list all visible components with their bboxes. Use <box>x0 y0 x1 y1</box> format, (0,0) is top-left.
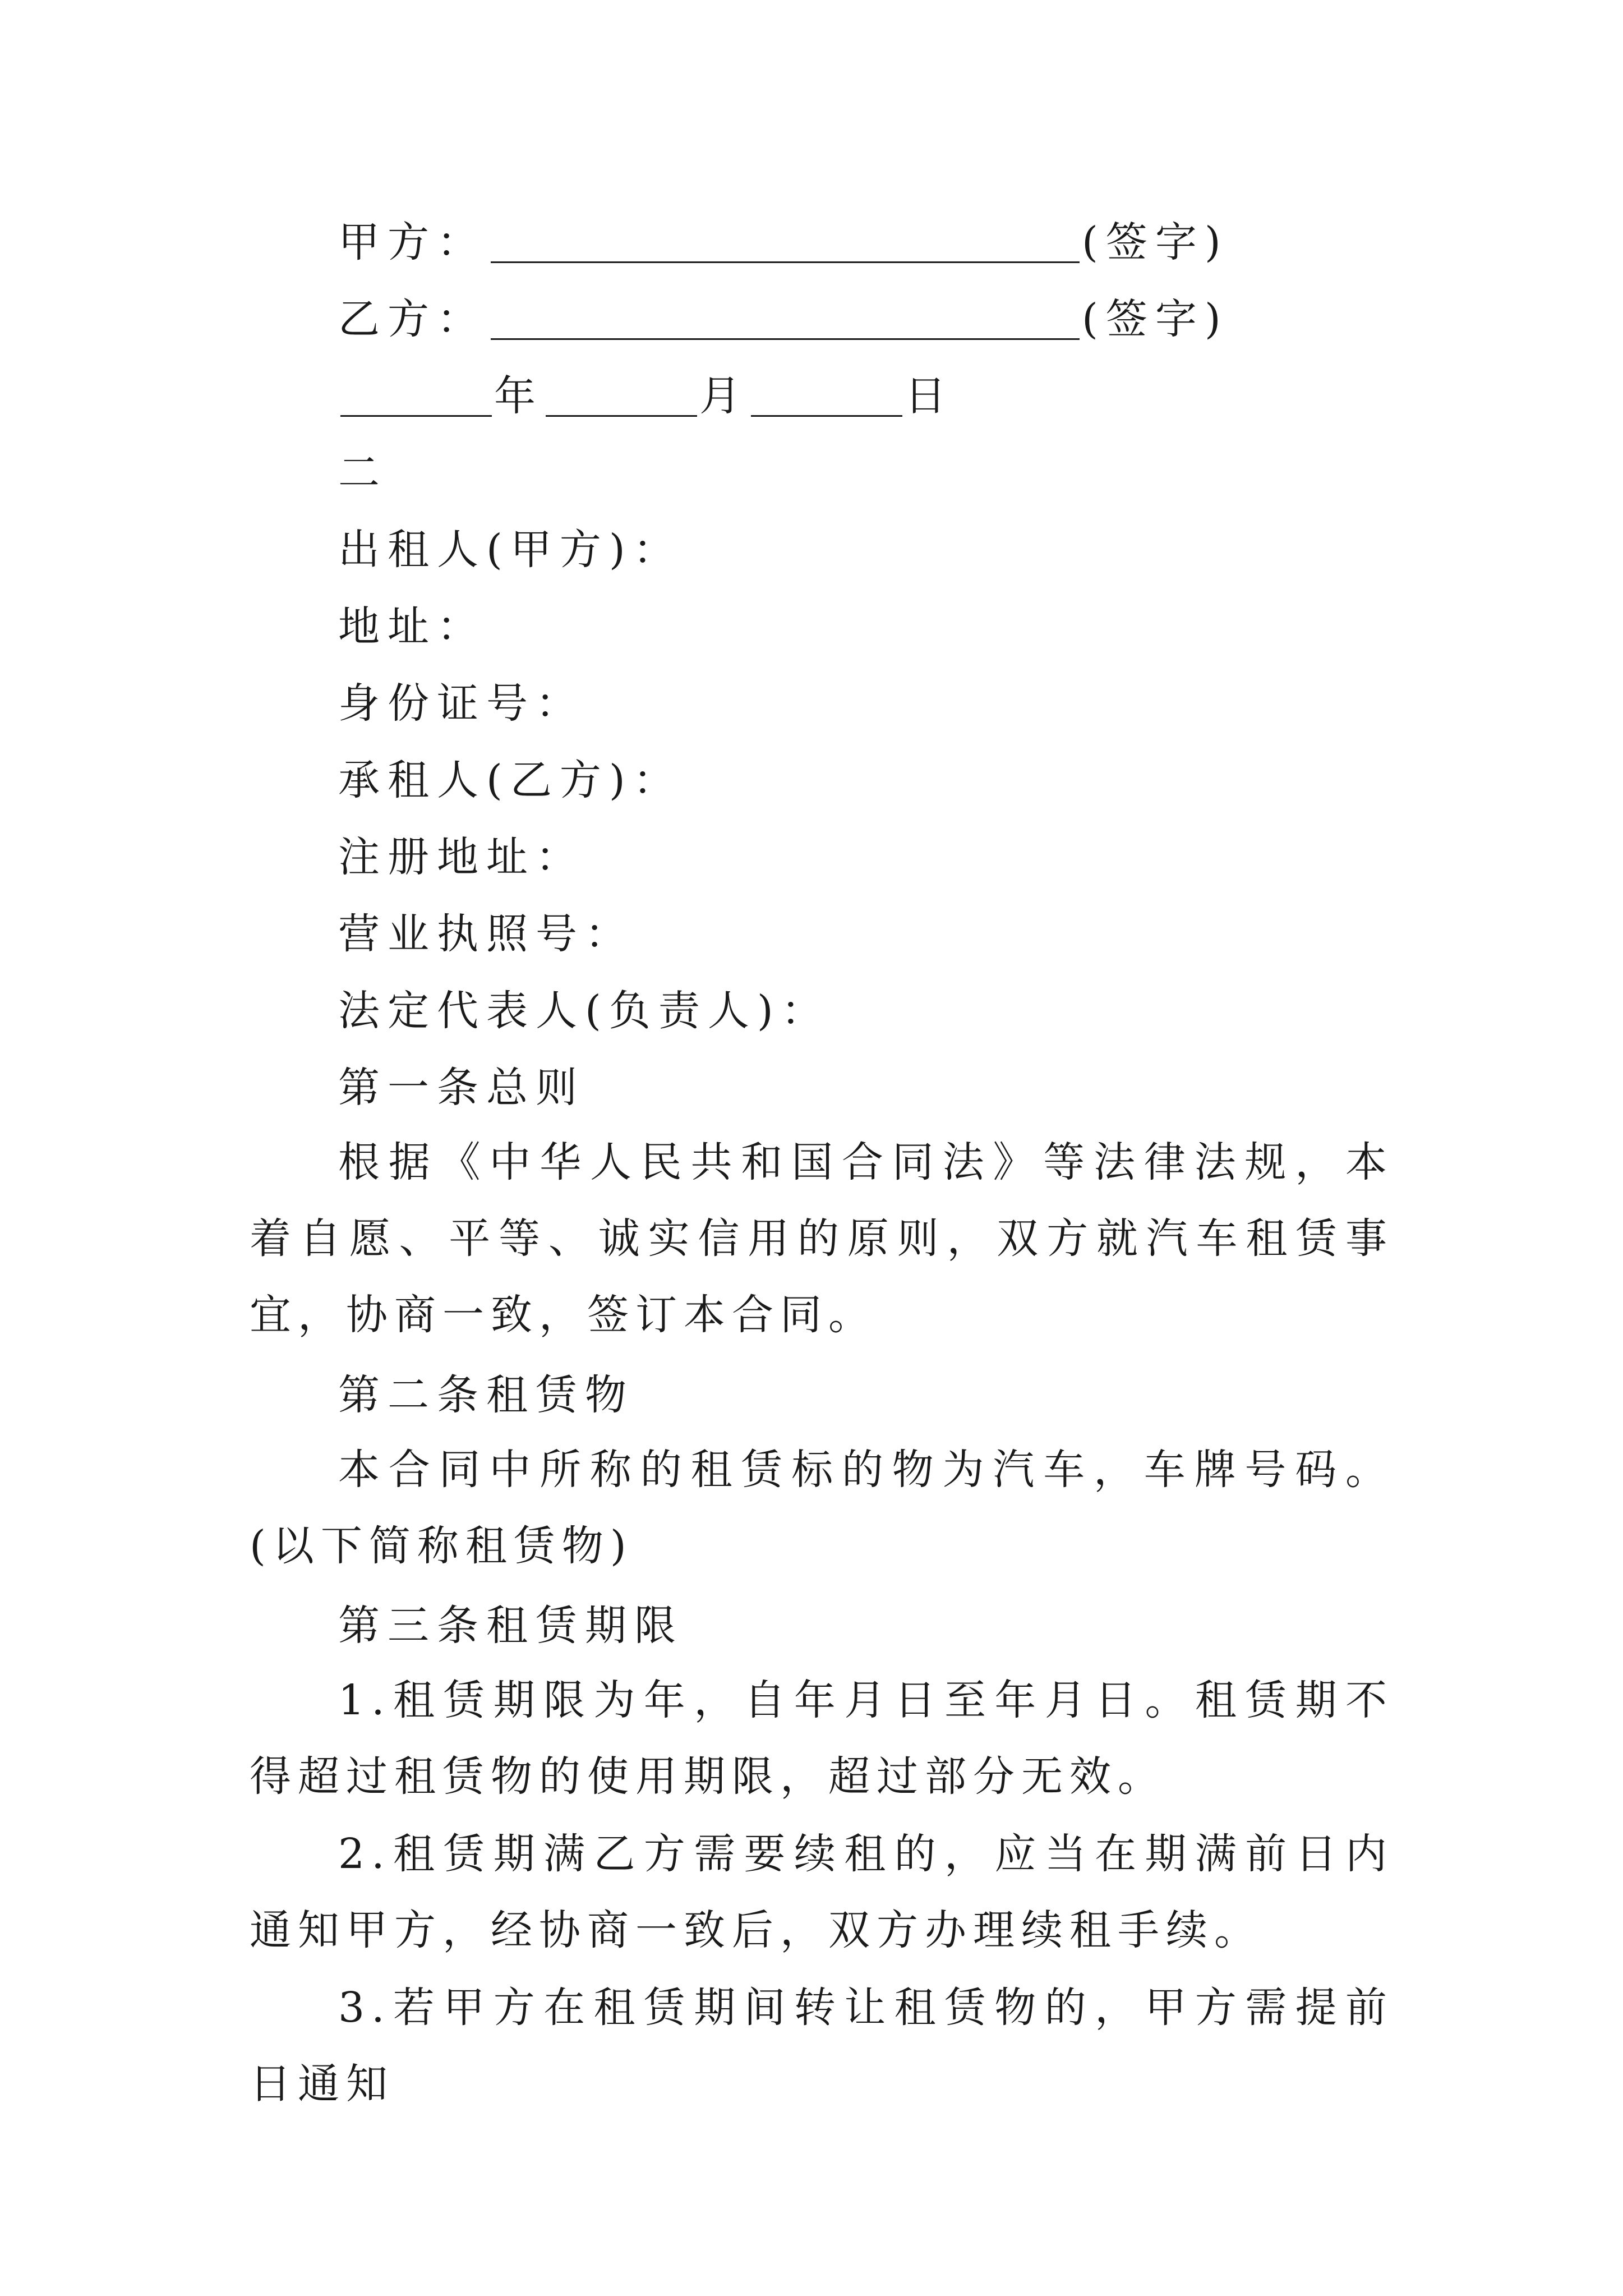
party-b-signature-line <box>491 303 1080 340</box>
article-3-item-1: 1.租赁期限为年，自年月日至年月日。租赁期不得超过租赁物的使用期限，超过部分无效。 <box>250 1676 1394 1801</box>
day-label: 日 <box>905 372 954 420</box>
party-a-label: 甲方： <box>338 218 486 266</box>
party-b-sign-note: (签字) <box>1082 295 1229 343</box>
date-row <box>338 372 954 420</box>
legal-rep-field: 法定代表人(负责人)： <box>338 987 831 1035</box>
article-1-title: 第一条总则 <box>338 1064 585 1112</box>
registered-address-field: 注册地址： <box>338 833 585 881</box>
address-field: 地址： <box>338 602 486 651</box>
article-2-text: 本合同中所称的租赁标的物为汽车，车牌号码。(以下简称租赁物) <box>250 1446 1394 1570</box>
article-2-title: 第二条租赁物 <box>338 1371 634 1419</box>
article-3-title: 第三条租赁期限 <box>338 1602 684 1650</box>
party-a-signature-row <box>338 218 1229 266</box>
year-label: 年 <box>494 372 543 420</box>
lessor-field: 出租人(甲方)： <box>338 526 683 574</box>
lessee-field: 承租人(乙方)： <box>338 756 683 804</box>
party-b-signature-row <box>338 295 1229 343</box>
party-a-signature-line <box>491 227 1080 263</box>
party-b-label: 乙方： <box>338 295 486 343</box>
month-label: 月 <box>699 372 749 420</box>
license-number-field: 营业执照号： <box>338 910 634 958</box>
article-3-item-3: 3.若甲方在租赁期间转让租赁物的，甲方需提前日通知 <box>250 1984 1394 2108</box>
day-blank <box>751 380 902 417</box>
year-blank <box>340 380 492 417</box>
section-number: 二 <box>338 449 388 497</box>
party-a-sign-note: (签字) <box>1082 218 1229 266</box>
article-1-text: 根据《中华人民共和国合同法》等法律法规，本着自愿、平等、诚实信用的原则，双方就汽车租赁事宜，协商一致，签订本合同。 <box>250 1138 1394 1339</box>
id-number-field: 身份证号： <box>338 679 585 728</box>
month-blank <box>546 380 697 417</box>
article-3-item-2: 2.租赁期满乙方需要续租的，应当在期满前日内通知甲方，经协商一致后，双方办理续租手续。 <box>250 1830 1394 1954</box>
